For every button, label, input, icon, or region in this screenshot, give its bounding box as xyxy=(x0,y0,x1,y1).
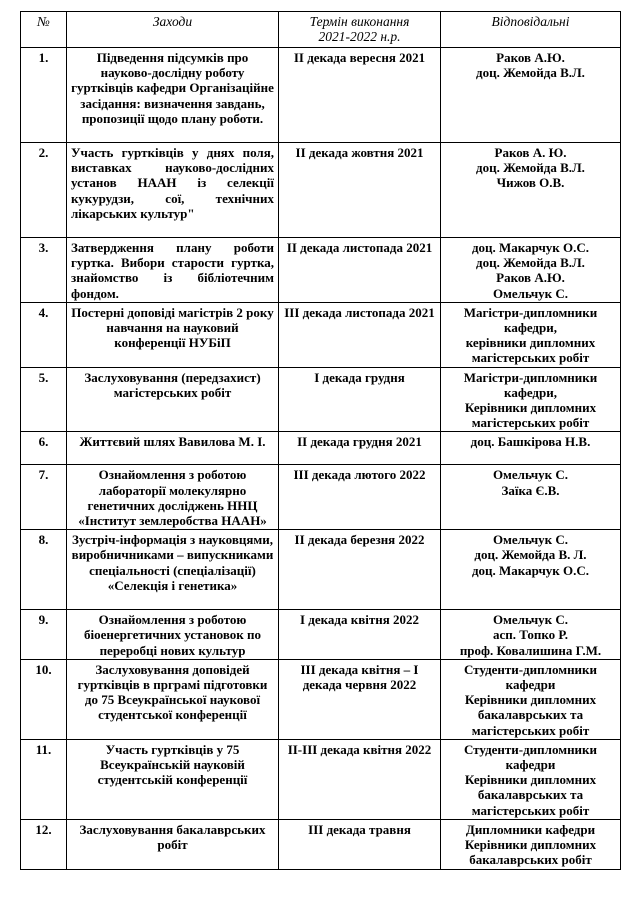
row-activity: Зустріч-інформація з науковцями, виробничниками – випускниками спеціальності (спеціалізації) «Селекція і генетика» xyxy=(67,530,279,610)
row-term: ІІ декада грудня 2021 xyxy=(279,432,441,465)
row-number: 8. xyxy=(21,530,67,610)
responsible-person: доц. Жемойда В. Л. xyxy=(474,547,587,563)
responsible-person: Омельчук С. xyxy=(492,285,569,301)
responsible-person: Заїка Є.В. xyxy=(501,482,560,498)
row-activity: Затвердження плану роботи гуртка. Вибори старости гуртка, знайомство із бібліотечним фондом. xyxy=(67,238,279,303)
responsible-person: Чижов О.В. xyxy=(496,175,565,191)
row-responsible xyxy=(441,367,621,432)
row-responsible xyxy=(441,659,621,739)
table-row xyxy=(21,530,621,610)
row-number: 6. xyxy=(21,432,67,465)
responsible-person: Раков А.Ю. xyxy=(496,50,565,65)
responsible-person: Керівники дипломних магістерських робіт xyxy=(464,400,597,431)
header-term xyxy=(279,12,441,48)
responsible-person: Керівники дипломних бакалаврських та магістерських робіт xyxy=(464,692,597,738)
header-responsible: Відповідальні xyxy=(441,12,621,48)
responsible-person: Магістри-дипломники кафедри, xyxy=(463,304,598,336)
row-number: 7. xyxy=(21,465,67,530)
row-activity: Участь гуртківців у днях поля, виставках науково-дослідних установ НААН із селекції кукурудзи, сої, технічних лікарських культур" xyxy=(67,143,279,238)
row-activity: Ознайомлення з роботою лабораторії молекулярно генетичних досліджень ННЦ «Інститут землеробства НААН» xyxy=(67,465,279,530)
header-activity: Заходи xyxy=(67,12,279,48)
table-row xyxy=(21,432,621,465)
row-term: ІІ декада березня 2022 xyxy=(279,530,441,610)
responsible-person: Раков А. Ю. xyxy=(494,145,567,160)
responsible-person: доц. Макарчук О.С. xyxy=(471,240,590,255)
row-number: 9. xyxy=(21,610,67,660)
document-page xyxy=(20,11,620,870)
responsible-person: Магістри-дипломники кафедри, xyxy=(463,369,598,400)
row-number: 12. xyxy=(21,819,67,869)
row-number: 10. xyxy=(21,659,67,739)
table-row xyxy=(21,659,621,739)
responsible-person: доц. Жемойда В.Л. xyxy=(476,255,585,271)
row-responsible xyxy=(441,819,621,869)
header-number: № xyxy=(21,12,67,48)
responsible-person: Керівники дипломних бакалаврських робіт xyxy=(464,837,597,868)
row-term: ІІ декада листопада 2021 xyxy=(279,238,441,303)
row-activity: Заслуховування доповідей гуртківців в прграмі підготовки до 75 Всеукраїнської наукової студентської конференції xyxy=(67,659,279,739)
table-row xyxy=(21,465,621,530)
table-row xyxy=(21,302,621,367)
row-number: 5. xyxy=(21,367,67,432)
row-responsible xyxy=(441,48,621,143)
responsible-person: доц. Жемойда В.Л. xyxy=(476,65,585,81)
header-term-line2: 2021-2022 н.р. xyxy=(318,29,401,44)
responsible-person: Студенти-дипломники кафедри xyxy=(463,741,598,773)
responsible-person: доц. Башкірова Н.В. xyxy=(470,434,591,450)
responsible-person: Раков А.Ю. xyxy=(496,270,565,286)
row-responsible xyxy=(441,143,621,238)
row-activity: Підведення підсумків про науково-дослідну роботу гуртківців кафедри Організаційне засідання: визначення завдань, пропозиції щодо плану роботи. xyxy=(67,48,279,143)
header-term-line1: Термін виконання xyxy=(309,14,410,29)
row-term: ІІІ декада травня xyxy=(279,819,441,869)
row-term: ІІ-ІІІ декада квітня 2022 xyxy=(279,739,441,819)
responsible-person: доц. Макарчук О.С. xyxy=(471,562,590,578)
responsible-person: Омельчук С. xyxy=(492,532,569,548)
table-row xyxy=(21,739,621,819)
row-term: І декада квітня 2022 xyxy=(279,610,441,660)
table-row xyxy=(21,367,621,432)
table-row xyxy=(21,238,621,303)
row-responsible xyxy=(441,530,621,610)
table-row xyxy=(21,610,621,660)
row-term: ІІ декада вересня 2021 xyxy=(279,48,441,143)
table-header-row xyxy=(21,12,621,48)
table-row xyxy=(21,48,621,143)
responsible-person: асп. Топко Р. xyxy=(493,627,568,643)
row-activity: Постерні доповіді магістрів 2 року навчання на науковий конференції НУБіП xyxy=(67,302,279,367)
row-responsible xyxy=(441,610,621,660)
row-term: ІІІ декада листопада 2021 xyxy=(279,302,441,367)
table-row xyxy=(21,819,621,869)
row-activity: Участь гуртківців у 75 Всеукраїнській науковій студентській конференції xyxy=(67,739,279,819)
row-number: 4. xyxy=(21,302,67,367)
row-term: ІІІ декада квітня – І декада червня 2022 xyxy=(279,659,441,739)
row-activity: Ознайомлення з роботою біоенергетичних установок по переробці нових культур xyxy=(67,610,279,660)
responsible-person: доц. Жемойда В.Л. xyxy=(476,160,585,176)
row-responsible xyxy=(441,432,621,465)
row-responsible xyxy=(441,739,621,819)
row-activity: Заслуховування (передзахист) магістерських робіт xyxy=(67,367,279,432)
responsible-person: керівники дипломних магістерських робіт xyxy=(465,335,596,366)
row-responsible xyxy=(441,465,621,530)
responsible-person: Керівники дипломних бакалаврських та магістерських робіт xyxy=(464,772,597,818)
responsible-person: Омельчук С. xyxy=(492,467,569,483)
row-responsible xyxy=(441,238,621,303)
row-term: ІІ декада жовтня 2021 xyxy=(279,143,441,238)
row-number: 2. xyxy=(21,143,67,238)
row-responsible xyxy=(441,302,621,367)
row-activity: Життєвий шлях Вавилова М. І. xyxy=(67,432,279,465)
responsible-person: Омельчук С. xyxy=(492,612,569,628)
activity-plan-table xyxy=(20,11,621,870)
row-activity: Заслуховування бакалаврських робіт xyxy=(67,819,279,869)
row-number: 1. xyxy=(21,48,67,143)
row-number: 11. xyxy=(21,739,67,819)
table-row xyxy=(21,143,621,238)
row-number: 3. xyxy=(21,238,67,303)
row-term: ІІІ декада лютого 2022 xyxy=(279,465,441,530)
responsible-person: Дипломники кафедри xyxy=(465,821,596,837)
responsible-person: проф. Ковалишина Г.М. xyxy=(459,642,602,658)
row-term: І декада грудня xyxy=(279,367,441,432)
responsible-person: Студенти-дипломники кафедри xyxy=(463,661,598,693)
